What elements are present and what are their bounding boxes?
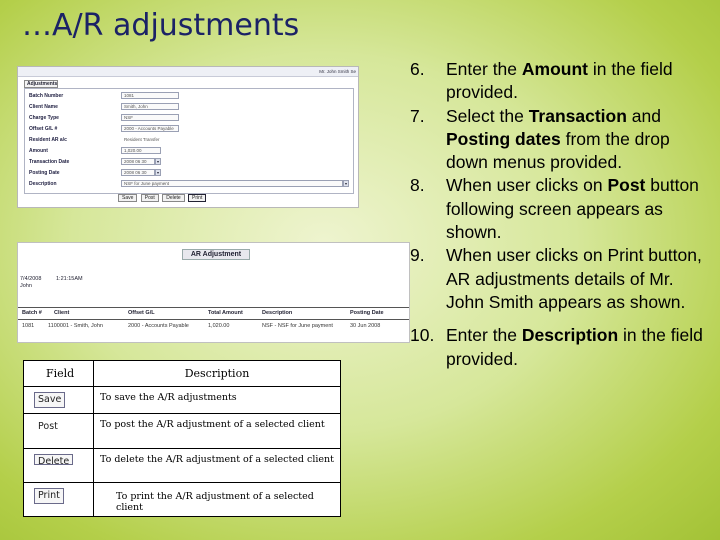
cell-client: 1100001 - Smith, John <box>48 323 103 329</box>
step-10 <box>410 324 716 371</box>
step-number: 6. <box>410 59 425 79</box>
post-button[interactable]: Post <box>38 421 58 433</box>
form-row-offset-gl <box>29 125 349 134</box>
form-row-posting-date <box>29 169 349 178</box>
step-text: button following screen appears as shown. <box>446 175 699 243</box>
instruction-steps <box>410 58 716 371</box>
form-row-batch-number <box>29 92 349 101</box>
step-6 <box>410 58 716 105</box>
transaction-date-label: Transaction Date <box>29 159 70 165</box>
print-button[interactable]: Print <box>34 488 64 504</box>
form-header-bar <box>18 67 358 77</box>
delete-button[interactable]: Delete <box>34 454 73 465</box>
header-top-rule <box>18 307 409 308</box>
ar-report-time: 1:21:15AM <box>56 276 83 282</box>
step-text: from the drop down menus provided. <box>446 128 670 173</box>
field-description-table <box>23 360 341 517</box>
offset-gl-select[interactable]: 2000 - Accounts Payable <box>121 125 179 132</box>
transaction-date-dropdown-icon[interactable]: ▾ <box>156 159 159 164</box>
step-text: in the field provided. <box>446 325 703 369</box>
step-text: Enter the <box>446 325 522 346</box>
transaction-date-field[interactable]: 2008 06 30 <box>121 158 155 165</box>
col-header-posting-date: Posting Date <box>350 310 384 316</box>
tab-adjustments[interactable]: Adjustments <box>24 80 58 88</box>
cell-description: NSF - NSF for June payment <box>262 323 333 329</box>
form-button-bar <box>118 194 208 203</box>
description-label: Description <box>29 181 57 187</box>
amount-label: Amount <box>29 148 48 154</box>
posting-date-field[interactable]: 2008 06 30 <box>121 169 155 176</box>
step-number: 10. <box>410 325 435 346</box>
amount-field[interactable]: 1,020.00 <box>121 147 161 154</box>
slide-title: …A/R adjustments <box>22 8 300 43</box>
batch-number-label: Batch Number <box>29 93 64 99</box>
header-bottom-rule <box>18 319 409 320</box>
col-header-total-amount: Total Amount <box>208 310 243 316</box>
field-column-header: Field <box>24 361 94 387</box>
cell-batch: 1081 <box>22 323 35 329</box>
form-row-description <box>29 180 349 189</box>
form-row-transaction-date <box>29 158 349 167</box>
table-header-row <box>24 361 341 387</box>
ar-report-title: AR Adjustment <box>182 249 250 260</box>
form-row-resident-ar <box>29 136 349 145</box>
delete-description: To delete the A/R adjustment of a selected client <box>100 453 334 465</box>
cell-posting-date: 30 Jun 2008 <box>350 323 381 329</box>
print-description: To print the A/R adjustment of a selected client <box>116 490 314 513</box>
col-header-offset-gl: Offset G/L <box>128 310 155 316</box>
form-row-client-name <box>29 103 349 112</box>
step-keyword: Amount <box>521 59 588 79</box>
save-button[interactable]: Save <box>118 194 137 202</box>
table-row <box>24 386 341 414</box>
form-row-amount <box>29 147 349 156</box>
col-header-client: Client <box>54 310 70 316</box>
step-text: and <box>626 105 661 126</box>
description-scroll-icon[interactable]: ▾ <box>344 181 347 186</box>
form-panel <box>24 88 354 194</box>
offset-gl-label: Offset G/L # <box>29 126 58 132</box>
post-description: To post the A/R adjustment of a selected client <box>100 419 325 431</box>
posting-date-label: Posting Date <box>29 170 60 176</box>
resident-ar-label: Resident AR a/c <box>29 137 67 143</box>
step-keyword: Transaction <box>528 105 627 126</box>
resident-ar-radio-group[interactable]: Resident Transfer <box>124 137 160 142</box>
print-button[interactable]: Print <box>188 194 206 202</box>
client-name-label: Client Name <box>29 104 58 110</box>
step-text: When user clicks on <box>446 175 608 196</box>
step-number: 7. <box>410 105 425 126</box>
step-keyword: Posting dates <box>446 128 561 149</box>
table-row <box>24 414 341 448</box>
step-text: When user clicks on Print button, AR adjustments details of Mr. John Smith appears as shown. <box>446 245 702 312</box>
step-keyword: Post <box>607 175 646 196</box>
step-number: 9. <box>410 245 425 266</box>
col-header-batch: Batch # <box>22 310 42 316</box>
step-8 <box>410 174 716 244</box>
step-7 <box>410 105 716 175</box>
step-9 <box>410 244 716 314</box>
form-row-charge-type <box>29 114 349 123</box>
table-row <box>24 448 341 482</box>
ar-adjustment-report-screenshot <box>17 242 410 343</box>
client-name-select[interactable]: Smith, John <box>121 103 179 110</box>
table-row <box>24 482 341 516</box>
ar-report-user: John <box>20 283 32 289</box>
cell-offset-gl: 2000 - Accounts Payable <box>128 323 189 329</box>
step-number: 8. <box>410 175 425 196</box>
charge-type-select[interactable]: NSF <box>121 114 179 121</box>
post-button[interactable]: Post <box>141 194 159 202</box>
save-button[interactable]: Save <box>34 392 65 408</box>
ar-report-date: 7/4/2008 <box>20 276 42 282</box>
step-text: in the field provided. <box>446 59 673 103</box>
posting-date-dropdown-icon[interactable]: ▾ <box>156 170 159 175</box>
description-column-header: Description <box>94 361 341 387</box>
step-text: Select the <box>446 105 529 126</box>
adjustment-form-screenshot <box>17 66 359 208</box>
cell-total-amount: 1,020.00 <box>208 323 230 329</box>
description-field[interactable]: NSF for June payment <box>121 180 343 187</box>
delete-button[interactable]: Delete <box>162 194 184 202</box>
charge-type-label: Charge Type <box>29 115 59 121</box>
save-description: To save the A/R adjustments <box>100 391 237 403</box>
step-keyword: Description <box>521 325 619 346</box>
batch-number-field[interactable]: 1081 <box>121 92 179 99</box>
user-tag: Mr. John Smith Se <box>319 69 356 74</box>
step-text: Enter the <box>446 59 522 79</box>
col-header-description: Description <box>262 310 293 316</box>
